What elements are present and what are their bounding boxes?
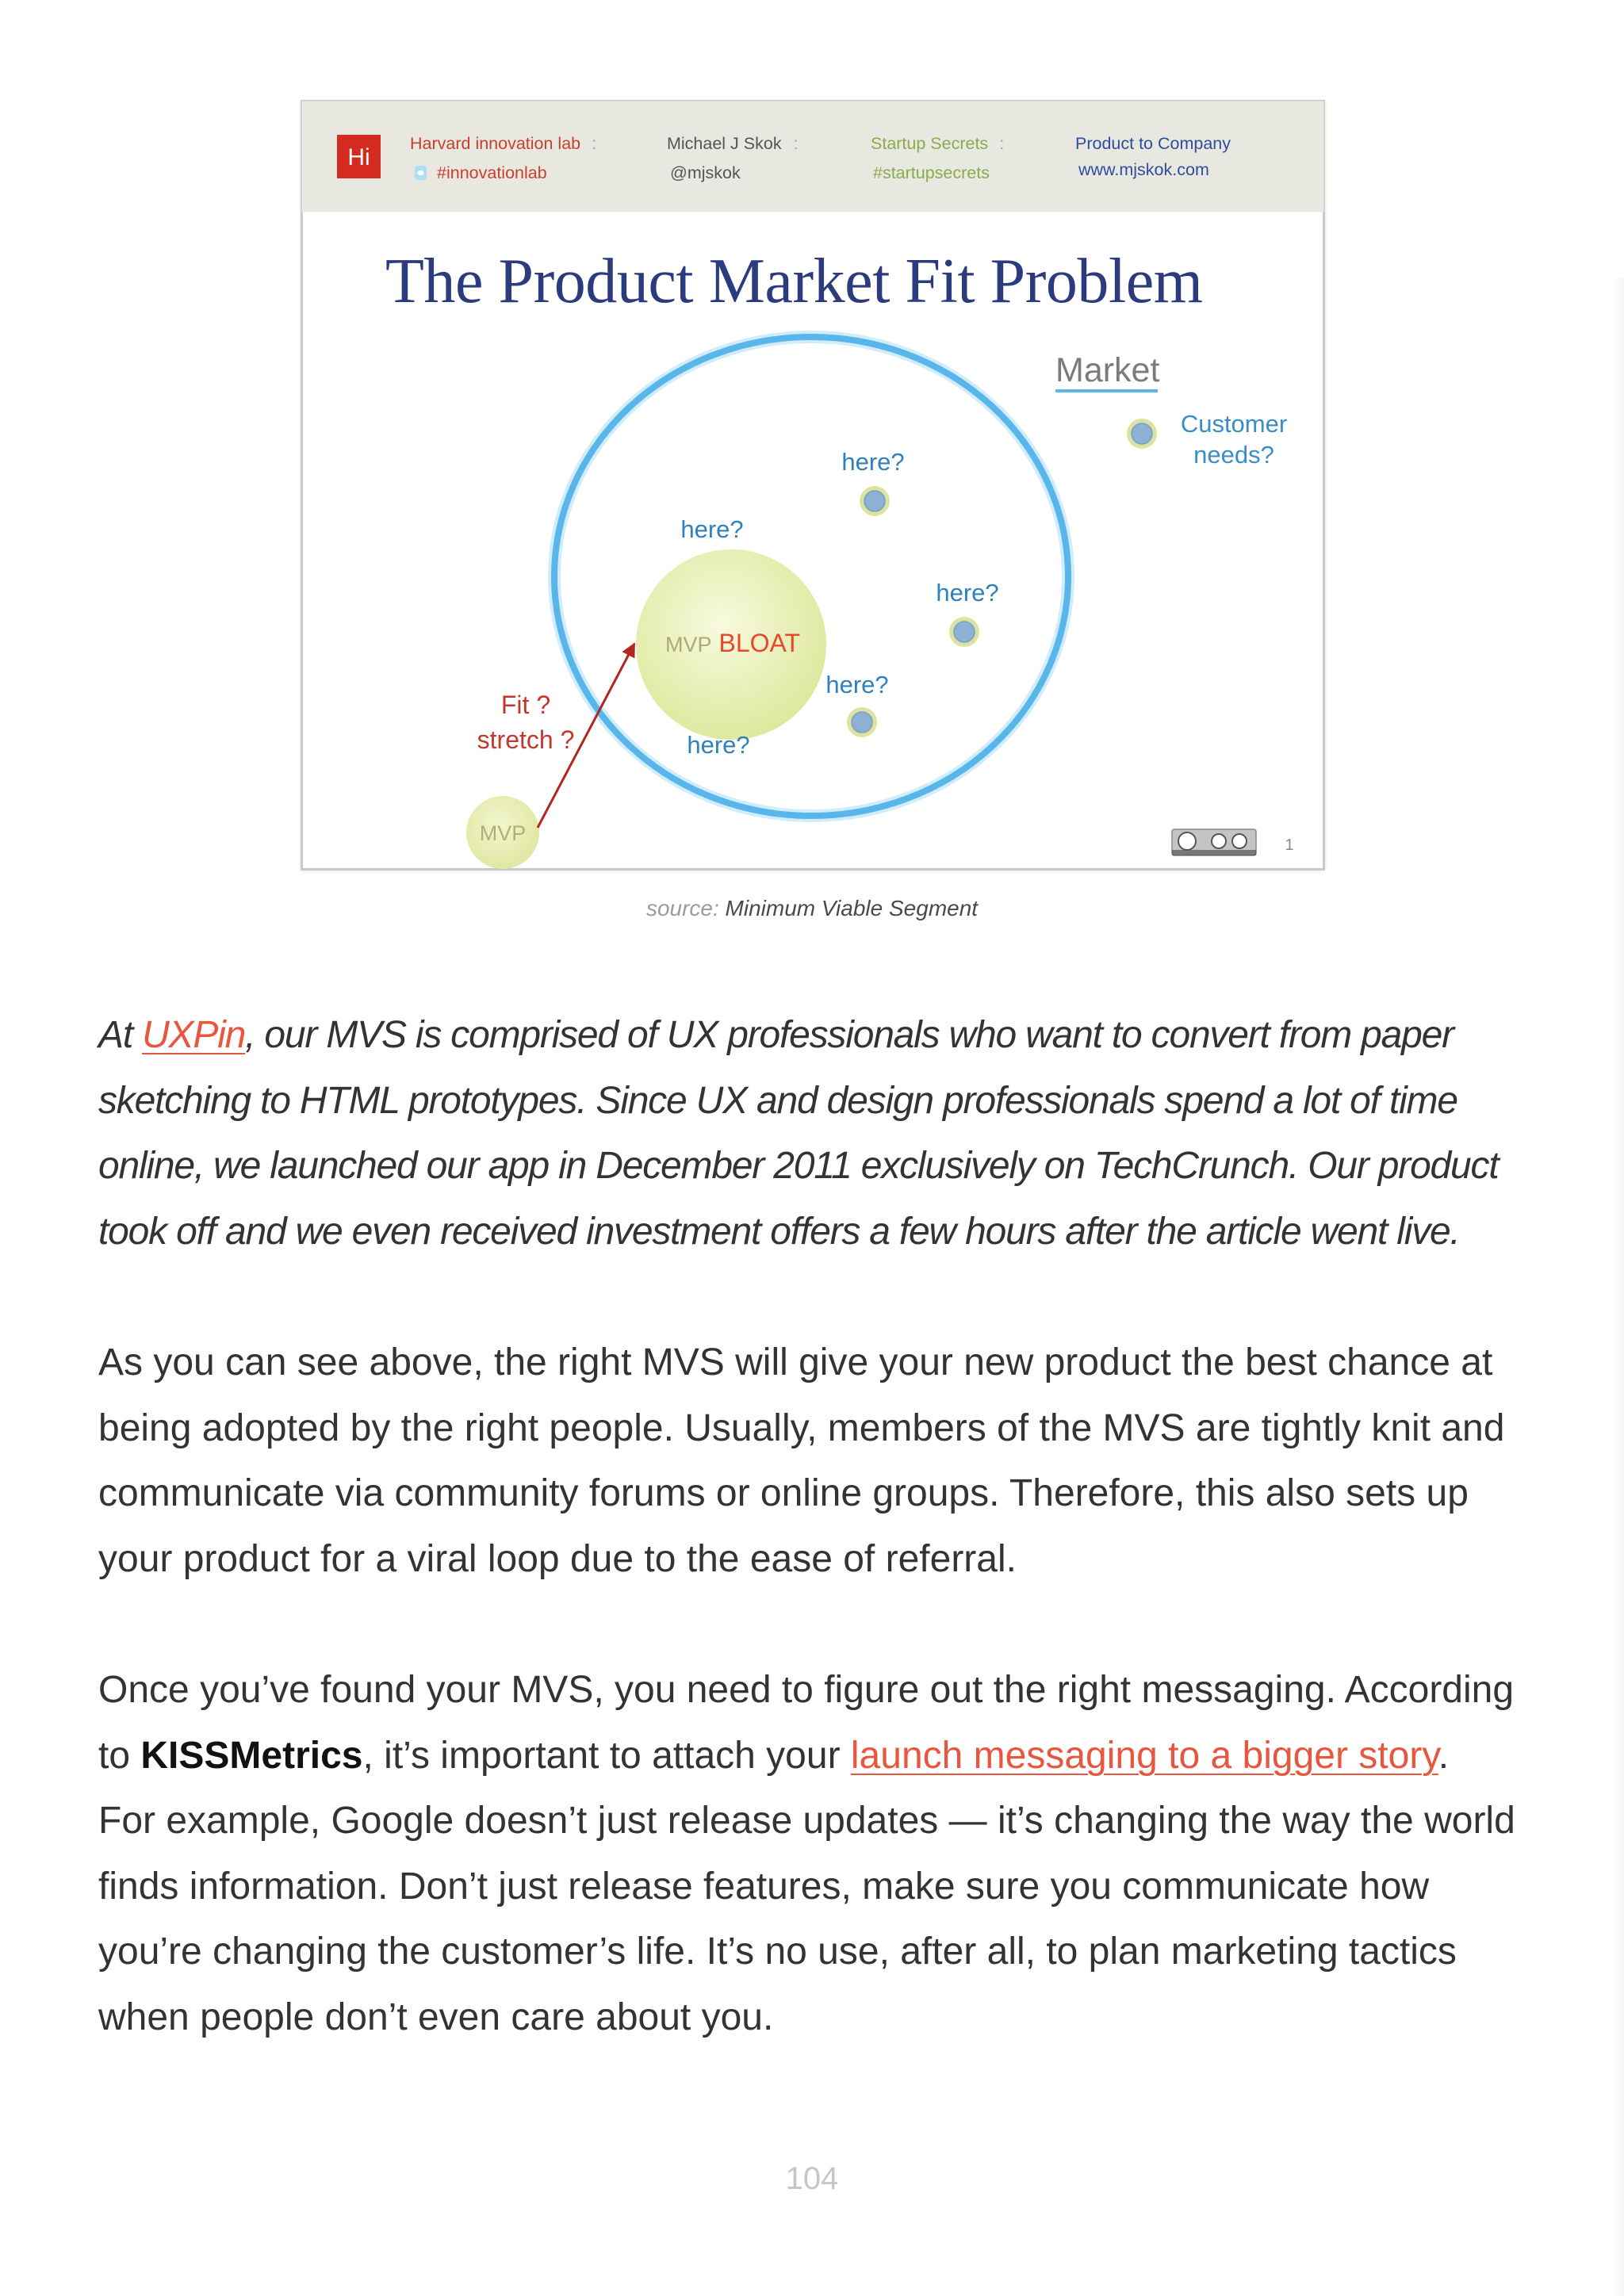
body-line: sketching to HTML prototypes. Since UX and design professionals spend a lot of time: [98, 1079, 1457, 1122]
here-label: here?: [825, 671, 889, 698]
stretch-label: stretch ?: [477, 725, 575, 754]
uxpin-link[interactable]: UXPin: [142, 1014, 246, 1056]
customer-label: Customer: [1180, 410, 1288, 438]
hi-logo-text: Hi: [347, 144, 370, 170]
header-harvard-handle: #innovationlab: [437, 163, 547, 182]
caption-prefix: source:: [645, 896, 719, 920]
creative-commons-badge: [1172, 829, 1256, 855]
body-line: your product for a viral loop due to the ease of referral.: [98, 1537, 1017, 1580]
customer-dot: [1127, 419, 1157, 449]
here-label: here?: [936, 579, 999, 607]
body-text: , it’s important to attach your: [362, 1734, 851, 1777]
header-company-url: www.mjskok.com: [1078, 160, 1209, 179]
here-label: here?: [841, 448, 905, 476]
body-text: At: [98, 1014, 143, 1056]
body-line: communicate via community forums or online groups. Therefore, this also sets up: [98, 1472, 1469, 1515]
kissmetrics-bold: KISSMetrics: [140, 1734, 363, 1777]
header-separator: :: [793, 134, 799, 153]
paragraph-1: [98, 1003, 1589, 1265]
segment-dot: [949, 617, 979, 647]
here-label: here?: [687, 731, 750, 759]
header-company-title: Product to Company: [1075, 134, 1231, 153]
page-edge-shade: [1611, 277, 1624, 2296]
paragraph-2: [98, 1330, 1589, 1592]
mvp-bloat-prefix: MVP: [665, 633, 712, 656]
header-harvard-title: Harvard innovation lab: [410, 134, 581, 153]
bigger-story-link[interactable]: launch messaging to a bigger story: [850, 1734, 1438, 1777]
header-skok-title: Michael J Skok: [667, 134, 782, 153]
body-line: For example, Google doesn’t just release updates — it’s changing the way the world: [98, 1800, 1515, 1843]
page-number: 104: [785, 2161, 839, 2196]
slide-number: 1: [1285, 836, 1294, 854]
body-text: .: [1438, 1734, 1450, 1777]
mvp-bloat-label: BLOAT: [718, 629, 801, 657]
body-line: online, we launched our app in December 2011 exclusively on TechCrunch. Our product: [98, 1145, 1499, 1188]
body-line: you’re changing the customer’s life. It’s no use, after all, to plan marketing tactics: [98, 1931, 1457, 1973]
caption-title: Minimum Viable Segment: [725, 896, 979, 920]
mvp-bloat-text: [665, 629, 800, 657]
body-line: being adopted by the right people. Usually, members of the MVS are tightly knit and: [98, 1406, 1505, 1449]
slide-background: [302, 101, 1324, 870]
slide-figure: [301, 100, 1325, 871]
body-text: to: [98, 1734, 141, 1777]
paragraph-3: [98, 1658, 1589, 2051]
segment-dot: [860, 486, 890, 516]
header-secrets-handle: #startupsecrets: [873, 163, 990, 182]
figure-caption: [0, 893, 1624, 924]
mvp-label: MVP: [479, 821, 527, 845]
body-text: , our MVS is comprised of UX professionals who want to convert from paper: [245, 1014, 1454, 1056]
header-skok-handle: @mjskok: [670, 163, 741, 182]
header-skok: [667, 134, 799, 153]
twitter-icon: [415, 166, 427, 180]
slide-svg: [301, 100, 1325, 871]
market-label: Market: [1055, 351, 1160, 389]
here-label: here?: [680, 515, 744, 543]
slide-header-band: [302, 101, 1324, 212]
header-secrets-title: Startup Secrets: [871, 134, 989, 153]
body-line: finds information. Don’t just release features, make sure you communicate how: [98, 1865, 1430, 1908]
body-line: Once you’ve found your MVS, you need to figure out the right messaging. According: [98, 1668, 1515, 1711]
header-separator: :: [999, 134, 1005, 153]
slide-title: The Product Market Fit Problem: [385, 247, 1203, 316]
body-line: As you can see above, the right MVS will give your new product the best chance at: [98, 1341, 1493, 1383]
segment-dot: [847, 707, 877, 737]
body-line: [98, 1724, 1589, 1789]
header-harvard: [410, 134, 596, 153]
body-line: [98, 1003, 1589, 1069]
fit-label: Fit ?: [500, 691, 551, 719]
body-line: when people don’t even care about you.: [98, 1996, 774, 2038]
body-line: took off and we even received investment offers a few hours after the article went live.: [98, 1210, 1460, 1253]
header-separator: :: [592, 134, 597, 153]
header-secrets: [871, 134, 1004, 153]
customer-needs-label: needs?: [1193, 441, 1274, 469]
article-body: [98, 1003, 1589, 2116]
